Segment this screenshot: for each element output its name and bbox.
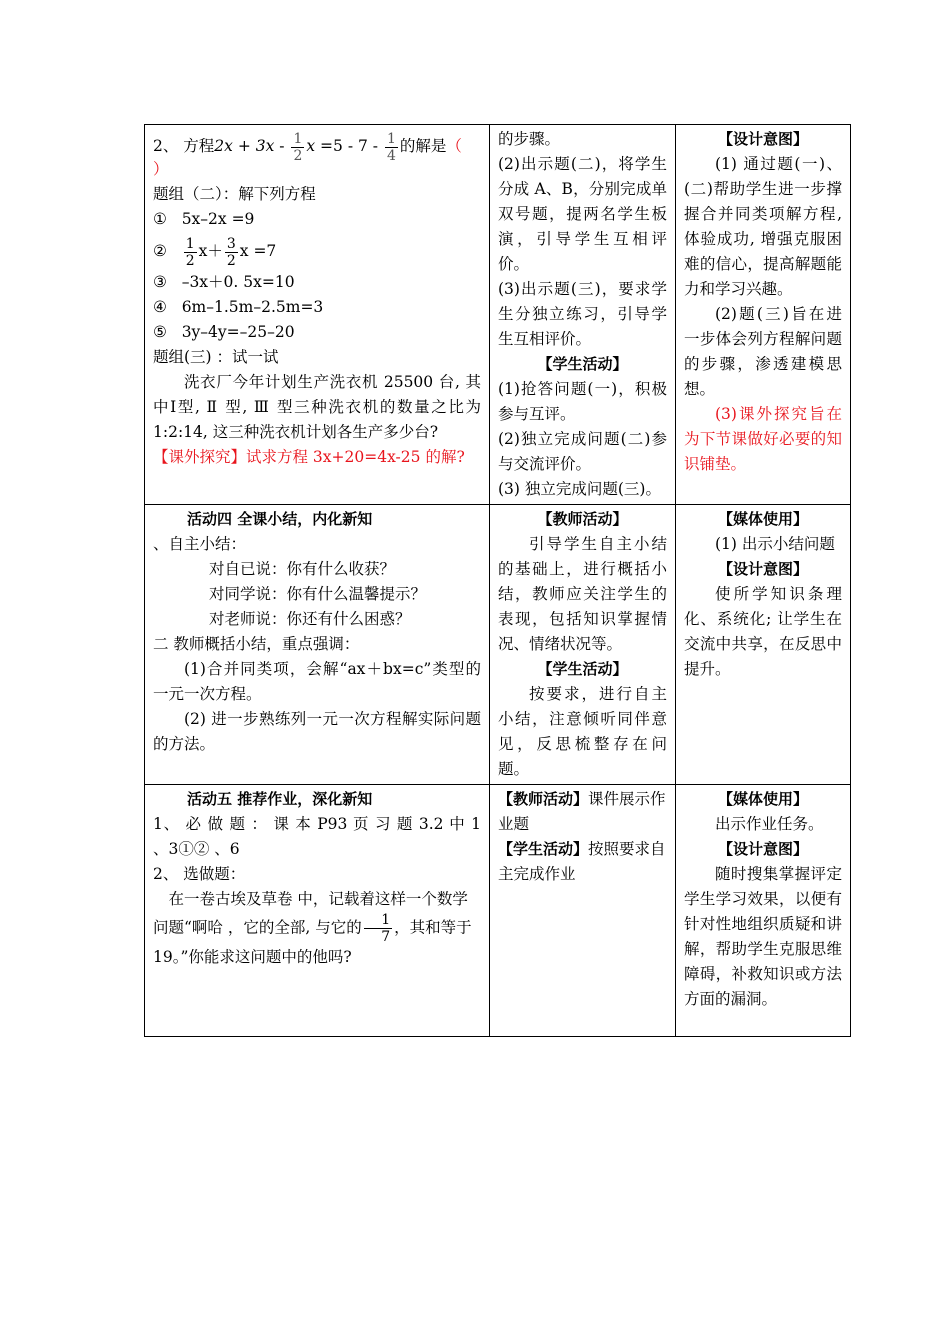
media-use-heading: 【媒体使用】 xyxy=(717,790,808,808)
teacher-activity-text: 引导学生自主小结的基础上，进行概括小结，教师应关注学生的表现，包括知识掌握情况、情绪状况等。 xyxy=(498,535,667,653)
row2-col1 xyxy=(145,505,490,785)
q2-op1: + xyxy=(232,137,256,155)
design-intent-text: 随时搜集掌握评定学生学习效果，以便有针对性地组织质疑和讲解，帮助学生克服思维障碍，补救知识或方法方面的漏洞。 xyxy=(684,865,842,1008)
row1-col3 xyxy=(676,125,851,505)
activity-5-title: 活动五 推荐作业，深化新知 xyxy=(187,790,373,808)
equation-3: ③ –3x＋0. 5x=10 xyxy=(153,273,295,291)
summary-question-2: 对同学说：你有什么温馨提示？ xyxy=(209,585,427,603)
teacher-summary-label: 二 教师概括小结，重点强调： xyxy=(153,635,360,653)
q2-fraction-1: $\frac{1}{2}$ xyxy=(293,130,303,164)
summary-question-3: 对老师说：你还有什么困惑？ xyxy=(209,610,411,628)
student-step-2: (2)独立完成问题(二)参与交流评价。 xyxy=(498,430,667,473)
eq2-fraction-2: $\frac{3}{2}$ xyxy=(226,235,236,269)
q2-suffix: 的解是 xyxy=(399,137,447,155)
media-use-text: (1) 出示小结问题 xyxy=(715,535,835,553)
teacher-activity-text: 课件展示作业题 xyxy=(498,790,666,833)
media-use-heading: 【媒体使用】 xyxy=(717,510,808,528)
q2-paren-open: （ xyxy=(446,137,462,155)
student-activity-text: 按照要求自主完成作业 xyxy=(498,840,666,883)
student-activity xyxy=(498,837,667,887)
question-2 xyxy=(153,127,481,165)
summary-point-1: (1)合并同类项，会解“ax＋bx=c”类型的一元一次方程。 xyxy=(153,660,481,703)
summary-question-1: 对自已说：你有什么收获？ xyxy=(209,560,396,578)
student-activity-text: 按要求，进行自主小结，注意倾听同伴意见，反思梳整存在问题。 xyxy=(498,685,667,778)
teacher-step-2: (2)出示题(二)，将学生分成 A、B，分别完成单双号题，提两名学生板演，引导学生互相评价。 xyxy=(498,155,667,273)
eq2-fraction-1: $\frac{1}{2}$ xyxy=(185,235,195,269)
student-activity-heading: 【学生活动】 xyxy=(498,840,589,858)
equation-4: ④ 6m–1.5m–2.5m=3 xyxy=(153,298,324,316)
q2-term2: 3x xyxy=(255,137,275,155)
q2-term1: 2x xyxy=(214,137,233,155)
group3-text: 洗衣厂今年计划生产洗衣机 25500 台, 其中Ⅰ型, Ⅱ 型, Ⅲ 型三种洗衣机的数量之比为 1:2:14, 这三种洗衣机计划各生产多少台? xyxy=(153,373,481,441)
table-row xyxy=(145,505,851,785)
design-intent-text: 使所学知识条理化、系统化; 让学生在交流中共享，在反思中提升。 xyxy=(684,585,842,678)
media-use-text: 出示作业任务。 xyxy=(715,815,824,833)
q2-paren-close: ） xyxy=(153,160,169,178)
lesson-plan-table xyxy=(144,124,851,1037)
design-intent-2: (2)题(三)旨在进一步体会列方程解问题的步骤，渗透建模思想。 xyxy=(684,305,842,398)
table-row xyxy=(145,125,851,505)
q2-op2: - xyxy=(274,137,290,155)
group2-title: 题组（二）：解下列方程 xyxy=(153,185,316,203)
equation-5: ⑤ 3y–4y=–25–20 xyxy=(153,323,295,341)
required-homework: 1、 必 做 题 ： 课 本 P93 页 习 题 3.2 中 1 、3①② 、6 xyxy=(153,815,481,858)
equation-1: ① 5x–2x =9 xyxy=(153,210,255,228)
design-intent-3: (3)课外探究旨在为下节课做好必要的知识铺垫。 xyxy=(684,405,842,473)
design-intent-heading: 【设计意图】 xyxy=(717,840,808,858)
design-intent-1: (1) 通过题(一)、(二)帮助学生进一步撑握合并同类项解方程, 体验成功, 增强克服困难的信心，提高解题能力和学习兴趣。 xyxy=(684,155,842,298)
q2-fraction-2: $\frac{1}{4}$ xyxy=(386,130,396,164)
row3-col3 xyxy=(676,785,851,1037)
row2-col2 xyxy=(490,505,676,785)
teacher-activity xyxy=(498,787,667,837)
design-intent-heading: 【设计意图】 xyxy=(717,560,808,578)
design-intent-heading: 【设计意图】 xyxy=(717,130,808,148)
egypt-problem: 在一卷古埃及草卷 中，记载着这样一个数学问题“啊哈 ，它的全部, 与它的 $\frac{1}{7}$ ，其和等于 19。”你能求这问题中的他吗? xyxy=(153,890,472,966)
egypt-fraction: $\frac{1}{7}$ xyxy=(364,912,392,945)
q2-term3: x xyxy=(306,137,316,155)
table-row xyxy=(145,785,851,1037)
teacher-activity-heading: 【教师活动】 xyxy=(498,790,589,808)
explore-task: 【课外探究】试求方程 3x+20=4x-25 的解? xyxy=(153,448,465,466)
equation-2: ② $\frac{1}{2}$ x＋ $\frac{3}{2}$ x =7 xyxy=(153,235,277,269)
teacher-activity-heading: 【教师活动】 xyxy=(537,510,628,528)
group3-title: 题组(三) ：试一试 xyxy=(153,348,279,366)
q2-prefix: 2、 方程 xyxy=(153,137,215,155)
row2-col3 xyxy=(676,505,851,785)
teacher-step-tail: 的步骤。 xyxy=(498,130,561,148)
summary-point-2: (2) 进一步熟练列一元一次方程解实际问题的方法。 xyxy=(153,710,481,753)
student-step-3: (3) 独立完成问题(三)。 xyxy=(498,480,661,498)
row1-col2 xyxy=(490,125,676,505)
activity-4-title: 活动四 全课小结，内化新知 xyxy=(187,510,373,528)
optional-homework-label: 2、 选做题： xyxy=(153,865,246,883)
row3-col2 xyxy=(490,785,676,1037)
teacher-step-3: (3)出示题(三)，要求学生分独立练习，引导学生互相评价。 xyxy=(498,280,667,348)
row1-col1 xyxy=(145,125,490,505)
student-activity-heading: 【学生活动】 xyxy=(537,355,628,373)
self-summary-label: 、自主小结： xyxy=(153,535,247,553)
row3-col1 xyxy=(145,785,490,1037)
student-step-1: (1)抢答问题(一)，积极参与互评。 xyxy=(498,380,667,423)
q2-op3: =5 - 7 - xyxy=(315,137,383,155)
student-activity-heading: 【学生活动】 xyxy=(537,660,628,678)
